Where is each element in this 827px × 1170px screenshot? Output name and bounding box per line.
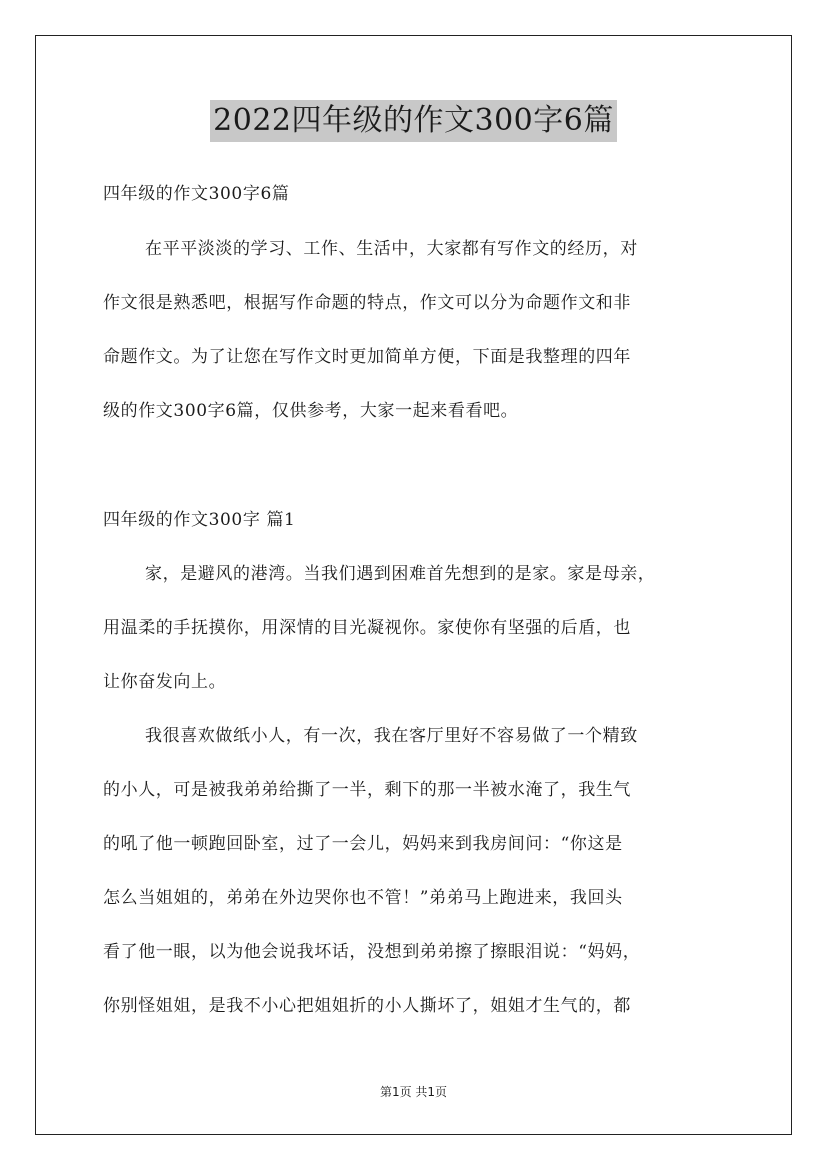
paragraph-line: 用温柔的手抚摸你，用深情的目光凝视你。家使你有坚强的后盾，也 <box>103 618 631 638</box>
paragraph-line: 你别怪姐姐，是我不小心把姐姐折的小人撕坏了，姐姐才生气的，都 <box>103 996 631 1016</box>
paragraph-line: 看了他一眼，以为他会说我坏话，没想到弟弟擦了擦眼泪说：“妈妈， <box>103 942 641 962</box>
document-title: 2022四年级的作文300字6篇 <box>210 100 617 142</box>
intro-line-3: 命题作文。为了让您在写作文时更加简单方便，下面是我整理的四年 <box>103 347 631 367</box>
paragraph-line: 家，是避风的港湾。当我们遇到困难首先想到的是家。家是母亲， <box>145 564 656 584</box>
paragraph-line: 让你奋发向上。 <box>103 672 227 692</box>
title-container <box>0 100 827 142</box>
page-footer: 第1页 共1页 <box>379 1085 448 1099</box>
intro-line-2: 作文很是熟悉吧，根据写作命题的特点，作文可以分为命题作文和非 <box>103 293 631 313</box>
intro-line-4: 级的作文300字6篇，仅供参考，大家一起来看看吧。 <box>103 401 519 421</box>
section-heading: 四年级的作文300字 篇1 <box>103 510 296 530</box>
subtitle: 四年级的作文300字6篇 <box>103 184 290 204</box>
paragraph-line: 的吼了他一顿跑回卧室，过了一会儿，妈妈来到我房间问：“你这是 <box>103 834 623 854</box>
intro-line-1: 在平平淡淡的学习、工作、生活中，大家都有写作文的经历，对 <box>145 239 638 259</box>
paragraph-line: 怎么当姐姐的，弟弟在外边哭你也不管！”弟弟马上跑进来，我回头 <box>103 888 623 908</box>
paragraph-line: 的小人，可是被我弟弟给撕了一半，剩下的那一半被水淹了，我生气 <box>103 780 631 800</box>
paragraph-line: 我很喜欢做纸小人，有一次，我在客厅里好不容易做了一个精致 <box>145 726 638 746</box>
